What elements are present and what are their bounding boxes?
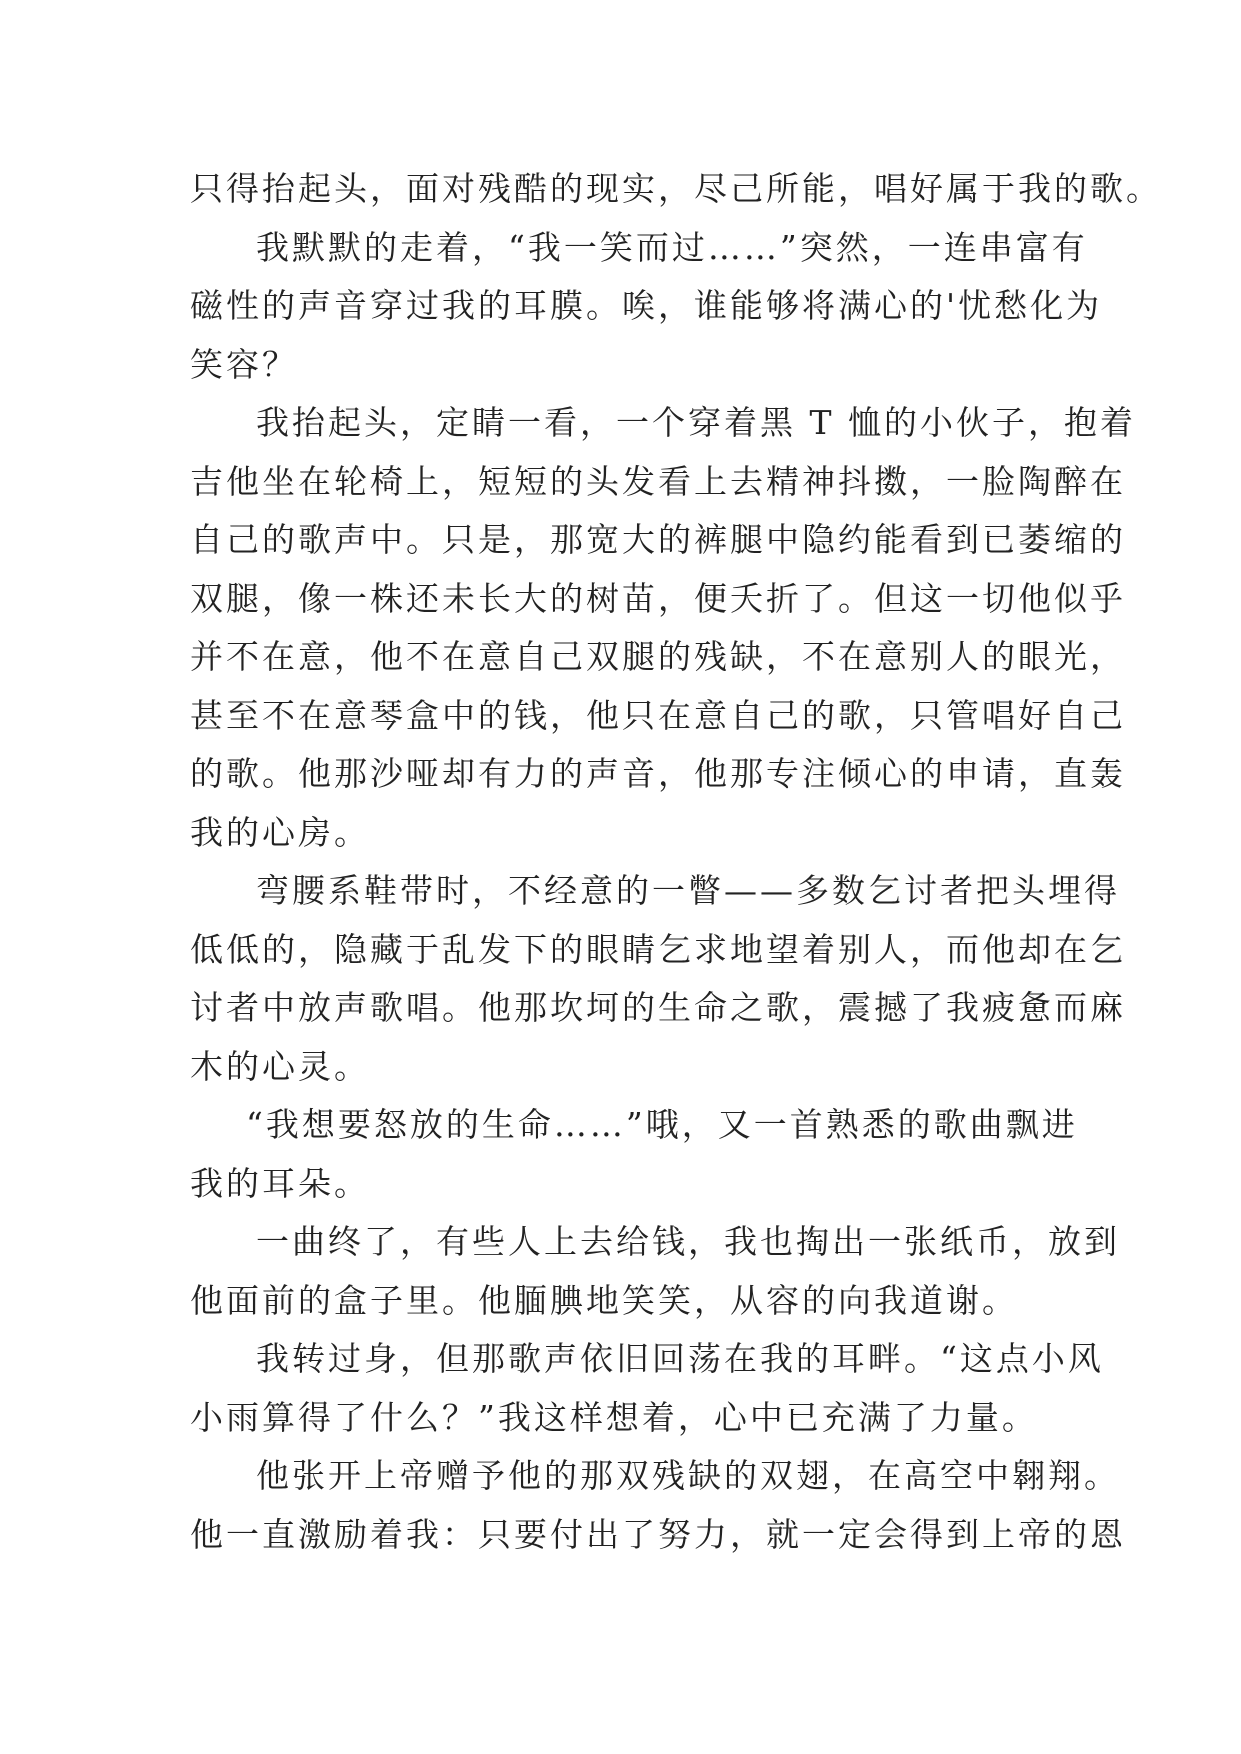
text-line: 我抬起头，定睛一看，一个穿着黑 T 恤的小伙子，抱着	[256, 403, 1136, 442]
text-line: 笑容？	[190, 344, 298, 384]
text-line: 一曲终了，有些人上去给钱，我也掏出一张纸币，放到	[256, 1222, 1120, 1261]
text-line: 弯腰系鞋带时，不经意的一瞥——多数乞讨者把头埋得	[256, 871, 1120, 910]
text-line: 讨者中放声歌唱。他那坎坷的生命之歌，震撼了我疲惫而麻	[190, 988, 1126, 1027]
text-line: 我的耳朵。	[190, 1163, 370, 1203]
text-line: “我想要怒放的生命……”哦，又一首熟悉的歌曲飘进	[246, 1105, 1078, 1144]
text-line: 甚至不在意琴盒中的钱，他只在意自己的歌，只管唱好自己	[190, 695, 1126, 735]
text-line: 他面前的盒子里。他腼腆地笑笑，从容的向我道谢。	[190, 1280, 1018, 1320]
text-line: 我的心房。	[190, 812, 370, 852]
text-line: 的歌。他那沙哑却有力的声音，他那专注倾心的申请，直轰	[190, 754, 1126, 793]
text-line: 他张开上帝赠予他的那双残缺的双翅，在高空中翱翔。	[256, 1456, 1120, 1495]
text-line: 他一直激励着我：只要付出了努力，就一定会得到上帝的恩	[190, 1514, 1126, 1554]
text-line: 小雨算得了什么？”我这样想着，心中已充满了力量。	[190, 1397, 1038, 1437]
text-line: 双腿，像一株还未长大的树苗，便夭折了。但这一切他似乎	[190, 578, 1126, 618]
text-line: 木的心灵。	[190, 1046, 370, 1086]
text-line: 自己的歌声中。只是，那宽大的裤腿中隐约能看到已萎缩的	[190, 520, 1126, 559]
text-line: 低低的，隐藏于乱发下的眼睛乞求地望着别人，而他却在乞	[190, 929, 1126, 969]
text-line: 磁性的声音穿过我的耳膜。唉，谁能够将满心的'忧愁化为	[190, 286, 1103, 325]
essay-body	[190, 160, 1162, 1564]
text-line: 吉他坐在轮椅上，短短的头发看上去精神抖擞，一脸陶醉在	[190, 461, 1126, 501]
text-line: 并不在意，他不在意自己双腿的残缺，不在意别人的眼光，	[190, 637, 1126, 676]
text-line: 我转过身，但那歌声依旧回荡在我的耳畔。“这点小风	[256, 1339, 1104, 1378]
text-line: 我默默的走着，“我一笑而过……”突然，一连串富有	[256, 227, 1088, 267]
text-line: 只得抬起头，面对残酷的现实，尽己所能，唱好属于我的歌。	[190, 169, 1162, 208]
